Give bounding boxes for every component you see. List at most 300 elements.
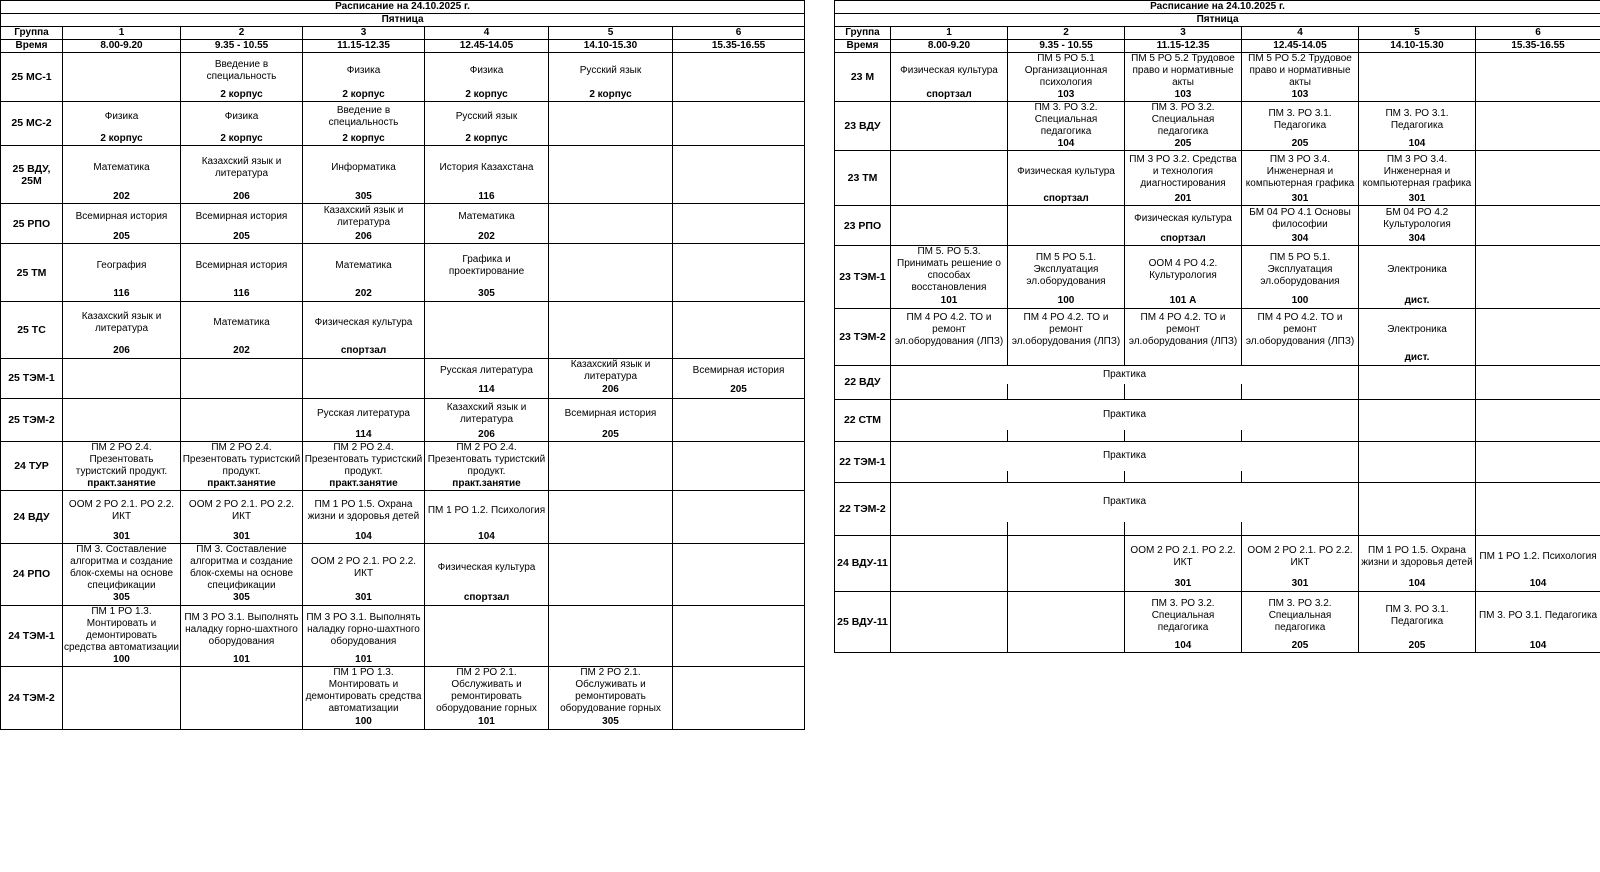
lesson-subject: Электроника [1359, 308, 1476, 351]
lesson-subject: Практика [891, 365, 1359, 384]
group-row [1, 302, 805, 345]
lesson-room: практ.занятие [181, 478, 303, 491]
group-name: 23 ВДУ [835, 102, 891, 151]
room-row [1, 288, 805, 302]
lesson-subject: ПМ 4 РО 4.2. ТО и ремонт эл.оборудования (ЛПЗ) [891, 308, 1008, 351]
lesson-subject [1359, 399, 1476, 430]
lesson-subject: Русский язык [549, 53, 673, 89]
lesson-room [1359, 384, 1476, 399]
lesson-subject [1476, 206, 1600, 233]
lesson-subject: Физическая культура [891, 53, 1008, 90]
lesson-room: 104 [1476, 578, 1600, 591]
group-name: 25 ТЭМ-1 [1, 359, 63, 399]
lesson-subject: ПМ 2 РО 2.4. Презентовать туристский продукт. [181, 442, 303, 479]
lesson-subject: ПМ 3 РО 3.2. Средства и технология диагностирования [1125, 151, 1242, 193]
lesson-room: 206 [549, 383, 673, 398]
lesson-room: 104 [1476, 640, 1600, 653]
lesson-room [425, 345, 549, 359]
lesson-room [1008, 640, 1125, 653]
lesson-subject: ПМ 1 РО 1.5. Охрана жизни и здоровья детей [303, 491, 425, 531]
lesson-subject [1476, 246, 1600, 295]
lesson-subject: ПМ 1 РО 1.2. Психология [1476, 535, 1600, 578]
pair-time: 9.35 - 10.55 [181, 40, 303, 53]
group-row [1, 491, 805, 531]
lesson-room: 206 [303, 231, 425, 244]
lesson-room: 206 [425, 429, 549, 442]
lesson-subject: Информатика [303, 146, 425, 191]
lesson-room [181, 715, 303, 729]
group-name: 25 ВДУ-11 [835, 591, 891, 653]
pair-time: 8.00-9.20 [891, 40, 1008, 53]
lesson-subject: ПМ 1 РО 1.2. Психология [425, 491, 549, 531]
lesson-subject [673, 544, 805, 593]
lesson-room [1125, 384, 1242, 399]
lesson-room [1476, 522, 1600, 535]
lesson-subject: ПМ 3. Составление алгоритма и создание блок-схемы на основе спецификации [181, 544, 303, 593]
lesson-room [891, 640, 1008, 653]
lesson-subject [1476, 482, 1600, 522]
lesson-subject: ПМ 3. РО 3.1. Педагогика [1359, 102, 1476, 139]
pair-number: 3 [1125, 27, 1242, 40]
lesson-subject: ООМ 4 РО 4.2. Культурология [1125, 246, 1242, 295]
lesson-room [673, 288, 805, 302]
lesson-room [673, 715, 805, 729]
lesson-room: 205 [549, 429, 673, 442]
lesson-subject: ПМ 3. Составление алгоритма и создание блок-схемы на основе спецификации [63, 544, 181, 593]
room-row [835, 384, 1600, 399]
lesson-subject [549, 244, 673, 288]
room-row [835, 193, 1600, 206]
lesson-room: 2 корпус [181, 89, 303, 102]
room-row [1, 715, 805, 729]
group-name: 22 ВДУ [835, 365, 891, 399]
lesson-room [891, 471, 1008, 483]
lesson-room [63, 89, 181, 102]
lesson-room [549, 288, 673, 302]
lesson-room: 101 [425, 715, 549, 729]
lesson-subject: ПМ 5. РО 5.3. Принимать решение о способах восстановления [891, 246, 1008, 295]
lesson-room: 100 [63, 654, 181, 667]
lesson-room [1359, 430, 1476, 442]
lesson-subject: ПМ 2 РО 2.1. Обслуживать и ремонтировать оборудование горных [425, 667, 549, 716]
lesson-subject [891, 151, 1008, 193]
lesson-subject [1476, 53, 1600, 90]
lesson-subject [673, 302, 805, 345]
lesson-room [1359, 89, 1476, 102]
lesson-room [1476, 138, 1600, 151]
lesson-room: спортзал [303, 345, 425, 359]
group-row [1, 359, 805, 384]
lesson-room: 305 [549, 715, 673, 729]
lesson-subject: Введение в специальность [303, 101, 425, 133]
lesson-room [673, 478, 805, 491]
room-row [835, 294, 1600, 308]
lesson-subject [181, 667, 303, 716]
lesson-room [1359, 471, 1476, 483]
lesson-room: 301 [181, 531, 303, 544]
lesson-room [549, 592, 673, 605]
lesson-room [549, 133, 673, 146]
lesson-room: 2 корпус [425, 89, 549, 102]
lesson-room: 104 [1008, 138, 1125, 151]
lesson-subject: Математика [181, 302, 303, 345]
lesson-subject: Всемирная история [181, 244, 303, 288]
group-row [835, 206, 1600, 233]
pair-time: 14.10-15.30 [549, 40, 673, 53]
lesson-room [1476, 430, 1600, 442]
pair-time: 12.45-14.05 [425, 40, 549, 53]
lesson-subject [549, 101, 673, 133]
lesson-subject: ПМ 1 РО 1.3. Монтировать и демонтировать средства автоматизации [303, 667, 425, 716]
lesson-room: 2 корпус [303, 89, 425, 102]
group-name: 25 ТЭМ-2 [1, 398, 63, 442]
lesson-room [1125, 522, 1242, 535]
lesson-room: 101 [891, 294, 1008, 308]
lesson-room: практ.занятие [303, 478, 425, 491]
lesson-room: 101 А [1125, 294, 1242, 308]
lesson-subject: ООМ 2 РО 2.1. РО 2.2. ИКТ [1125, 535, 1242, 578]
lesson-subject: ПМ 3. РО 3.2. Специальная педагогика [1125, 591, 1242, 640]
lesson-subject [549, 204, 673, 231]
lesson-subject: ПМ 5 РО 5.1. Эксплуатация эл.оборудования [1242, 246, 1359, 295]
lesson-room: спортзал [891, 89, 1008, 102]
pair-number: 5 [549, 27, 673, 40]
pair-number: 1 [891, 27, 1008, 40]
lesson-subject [1359, 365, 1476, 384]
pair-number: 3 [303, 27, 425, 40]
lesson-subject [891, 535, 1008, 578]
lesson-subject [673, 53, 805, 89]
lesson-subject: Казахский язык и литература [303, 204, 425, 231]
lesson-subject [1476, 399, 1600, 430]
lesson-room [1008, 471, 1125, 483]
lesson-room [673, 191, 805, 204]
lesson-room: 205 [673, 383, 805, 398]
lesson-subject: Математика [425, 204, 549, 231]
lesson-room: 301 [1242, 193, 1359, 206]
lesson-room: 205 [63, 231, 181, 244]
lesson-room [549, 531, 673, 544]
lesson-room: 116 [425, 191, 549, 204]
lesson-subject: ПМ 2 РО 2.1. Обслуживать и ремонтировать оборудование горных [549, 667, 673, 716]
lesson-room: 116 [181, 288, 303, 302]
group-name: 25 ТМ [1, 244, 63, 302]
lesson-subject [1359, 53, 1476, 90]
lesson-subject [1476, 365, 1600, 384]
lesson-room [1008, 384, 1125, 399]
lesson-subject: Графика и проектирование [425, 244, 549, 288]
lesson-subject [63, 359, 181, 384]
group-name: 25 МС-1 [1, 53, 63, 102]
group-row [1, 244, 805, 288]
room-row [1, 429, 805, 442]
pair-time: 15.35-16.55 [1476, 40, 1600, 53]
lesson-subject: Физическая культура [425, 544, 549, 593]
lesson-room [1242, 522, 1359, 535]
lesson-room: 301 [1359, 193, 1476, 206]
room-row [835, 522, 1600, 535]
room-row [835, 640, 1600, 653]
lesson-room [673, 654, 805, 667]
lesson-room [63, 429, 181, 442]
lesson-room: спортзал [1008, 193, 1125, 206]
lesson-subject: ПМ 3 РО 3.1. Выполнять наладку горно-шахтного оборудования [303, 605, 425, 654]
lesson-room [1476, 294, 1600, 308]
lesson-subject [549, 491, 673, 531]
lesson-room: 114 [425, 383, 549, 398]
lesson-room [673, 89, 805, 102]
group-row [1, 442, 805, 479]
lesson-room [1242, 384, 1359, 399]
room-row [1, 654, 805, 667]
lesson-subject [673, 491, 805, 531]
lesson-room: 104 [303, 531, 425, 544]
lesson-subject: Казахский язык и литература [549, 359, 673, 384]
lesson-subject: ПМ 2 РО 2.4. Презентовать туристский продукт. [63, 442, 181, 479]
lesson-subject: Практика [891, 482, 1359, 522]
group-row [1, 605, 805, 654]
lesson-room: 101 [303, 654, 425, 667]
group-name: 24 РПО [1, 544, 63, 606]
lesson-room: 114 [303, 429, 425, 442]
pair-number: 4 [425, 27, 549, 40]
group-name: 25 МС-2 [1, 101, 63, 146]
pair-time: 14.10-15.30 [1359, 40, 1476, 53]
lesson-subject [1476, 151, 1600, 193]
lesson-subject: ПМ 4 РО 4.2. ТО и ремонт эл.оборудования (ЛПЗ) [1242, 308, 1359, 351]
pair-time: 11.15-12.35 [303, 40, 425, 53]
lesson-room: 205 [1359, 640, 1476, 653]
lesson-subject [891, 102, 1008, 139]
lesson-subject [1476, 442, 1600, 471]
lesson-subject [181, 398, 303, 429]
lesson-subject [549, 442, 673, 479]
lesson-subject: ПМ 5 РО 5.2 Трудовое право и нормативные акты [1242, 53, 1359, 90]
lesson-room [891, 430, 1008, 442]
lesson-room: 104 [1359, 578, 1476, 591]
lesson-subject: ПМ 3. РО 3.1. Педагогика [1476, 591, 1600, 640]
lesson-subject: Физика [63, 101, 181, 133]
lesson-room: 2 корпус [303, 133, 425, 146]
lesson-room [891, 384, 1008, 399]
lesson-subject: ПМ 3 РО 3.1. Выполнять наладку горно-шахтного оборудования [181, 605, 303, 654]
lesson-room [891, 138, 1008, 151]
lesson-subject: ООМ 2 РО 2.1. РО 2.2. ИКТ [1242, 535, 1359, 578]
lesson-subject: Казахский язык и литература [425, 398, 549, 429]
lesson-room [673, 429, 805, 442]
room-row [835, 351, 1600, 365]
lesson-room [549, 345, 673, 359]
lesson-room [1476, 471, 1600, 483]
pair-number: 2 [1008, 27, 1125, 40]
room-row [1, 531, 805, 544]
schedule-title: Расписание на 24.10.2025 г. [835, 1, 1600, 14]
lesson-subject: Физическая культура [303, 302, 425, 345]
pair-time: 15.35-16.55 [673, 40, 805, 53]
lesson-room: 104 [425, 531, 549, 544]
room-row [1, 133, 805, 146]
room-row [835, 471, 1600, 483]
group-row [835, 399, 1600, 430]
lesson-room [303, 383, 425, 398]
lesson-room [1242, 471, 1359, 483]
lesson-subject: ПМ 2 РО 2.4. Презентовать туристский продукт. [425, 442, 549, 479]
lesson-room [1359, 522, 1476, 535]
lesson-subject: ООМ 2 РО 2.1. РО 2.2. ИКТ [181, 491, 303, 531]
lesson-room [1008, 522, 1125, 535]
room-row [835, 89, 1600, 102]
lesson-subject: Русский язык [425, 101, 549, 133]
lesson-room [1476, 89, 1600, 102]
lesson-room: спортзал [425, 592, 549, 605]
lesson-subject [1359, 482, 1476, 522]
lesson-room: 101 [181, 654, 303, 667]
lesson-subject: ПМ 4 РО 4.2. ТО и ремонт эл.оборудования (ЛПЗ) [1125, 308, 1242, 351]
schedule-sheet-left [0, 0, 804, 730]
group-row [1, 101, 805, 133]
lesson-room [673, 592, 805, 605]
pair-number: 4 [1242, 27, 1359, 40]
time-header: Время [835, 40, 891, 53]
group-name: 23 ТМ [835, 151, 891, 206]
lesson-room: 304 [1242, 233, 1359, 246]
lesson-subject: ПМ 1 РО 1.5. Охрана жизни и здоровья детей [1359, 535, 1476, 578]
lesson-room [1476, 351, 1600, 365]
lesson-room [181, 383, 303, 398]
room-row [1, 89, 805, 102]
lesson-room: 304 [1359, 233, 1476, 246]
group-name: 24 ВДУ [1, 491, 63, 544]
lesson-room: 2 корпус [549, 89, 673, 102]
lesson-subject: Математика [63, 146, 181, 191]
pair-time: 8.00-9.20 [63, 40, 181, 53]
lesson-subject [891, 206, 1008, 233]
group-row [835, 482, 1600, 522]
lesson-subject: ПМ 3. РО 3.1. Педагогика [1242, 102, 1359, 139]
lesson-room [1008, 578, 1125, 591]
pair-number: 2 [181, 27, 303, 40]
lesson-room: 103 [1242, 89, 1359, 102]
lesson-room [549, 654, 673, 667]
lesson-room: практ.занятие [425, 478, 549, 491]
group-row [835, 308, 1600, 351]
group-name: 22 СТМ [835, 399, 891, 442]
lesson-subject: Русская литература [425, 359, 549, 384]
lesson-room [1125, 471, 1242, 483]
lesson-subject: Всемирная история [181, 204, 303, 231]
room-row [835, 578, 1600, 591]
lesson-subject: ПМ 3 РО 3.4. Инженерная и компьютерная графика [1359, 151, 1476, 193]
lesson-room: 205 [1242, 138, 1359, 151]
group-name: 24 ТУР [1, 442, 63, 491]
lesson-subject: ПМ 3. РО 3.1. Педагогика [1359, 591, 1476, 640]
lesson-room [549, 478, 673, 491]
lesson-subject: Электроника [1359, 246, 1476, 295]
lesson-room [181, 429, 303, 442]
lesson-room [891, 351, 1008, 365]
lesson-room: 103 [1008, 89, 1125, 102]
lesson-room [673, 231, 805, 244]
lesson-subject: Физика [303, 53, 425, 89]
lesson-subject [891, 591, 1008, 640]
lesson-subject [673, 442, 805, 479]
lesson-subject [549, 302, 673, 345]
lesson-room: 202 [63, 191, 181, 204]
schedule-table [834, 0, 1600, 653]
lesson-room: 100 [303, 715, 425, 729]
lesson-room: 202 [181, 345, 303, 359]
lesson-room: 305 [181, 592, 303, 605]
lesson-subject: Физическая культура [1125, 206, 1242, 233]
lesson-room [673, 531, 805, 544]
group-row [1, 204, 805, 231]
lesson-subject [673, 146, 805, 191]
lesson-room: дист. [1359, 294, 1476, 308]
lesson-room: 100 [1008, 294, 1125, 308]
pair-time: 11.15-12.35 [1125, 40, 1242, 53]
lesson-subject [1008, 535, 1125, 578]
lesson-subject: Русская литература [303, 398, 425, 429]
lesson-room [1125, 351, 1242, 365]
lesson-room: 205 [1125, 138, 1242, 151]
lesson-room: 205 [181, 231, 303, 244]
lesson-subject [549, 544, 673, 593]
lesson-subject [673, 101, 805, 133]
lesson-subject: ООМ 2 РО 2.1. РО 2.2. ИКТ [303, 544, 425, 593]
lesson-subject: Физическая культура [1008, 151, 1125, 193]
lesson-room [425, 654, 549, 667]
lesson-room [1008, 351, 1125, 365]
lesson-room [891, 522, 1008, 535]
lesson-room: спортзал [1125, 233, 1242, 246]
lesson-room: 103 [1125, 89, 1242, 102]
lesson-room: 305 [425, 288, 549, 302]
lesson-subject [63, 667, 181, 716]
group-row [1, 53, 805, 89]
lesson-subject [1008, 591, 1125, 640]
lesson-room: 116 [63, 288, 181, 302]
lesson-subject: Физика [425, 53, 549, 89]
lesson-subject: БМ 04 РО 4.1 Основы философии [1242, 206, 1359, 233]
group-name: 23 РПО [835, 206, 891, 246]
lesson-room [673, 345, 805, 359]
lesson-subject [673, 667, 805, 716]
room-row [835, 138, 1600, 151]
lesson-subject [1476, 308, 1600, 351]
lesson-subject: Практика [891, 399, 1359, 430]
lesson-room [1008, 430, 1125, 442]
lesson-subject: БМ 04 РО 4.2 Культурология [1359, 206, 1476, 233]
group-name: 25 ТС [1, 302, 63, 359]
schedule-day: Пятница [835, 14, 1600, 27]
lesson-subject [673, 244, 805, 288]
lesson-subject [1476, 102, 1600, 139]
pair-number: 5 [1359, 27, 1476, 40]
lesson-subject [63, 53, 181, 89]
pair-number: 6 [1476, 27, 1600, 40]
group-row [835, 246, 1600, 295]
pair-number: 6 [673, 27, 805, 40]
lesson-room [891, 193, 1008, 206]
schedule-day: Пятница [1, 14, 805, 27]
lesson-subject: ПМ 3. РО 3.2. Специальная педагогика [1125, 102, 1242, 139]
lesson-room: 2 корпус [181, 133, 303, 146]
lesson-room [549, 231, 673, 244]
lesson-subject [1359, 442, 1476, 471]
group-name: 23 ТЭМ-2 [835, 308, 891, 365]
lesson-subject: ПМ 4 РО 4.2. ТО и ремонт эл.оборудования (ЛПЗ) [1008, 308, 1125, 351]
lesson-subject: Математика [303, 244, 425, 288]
